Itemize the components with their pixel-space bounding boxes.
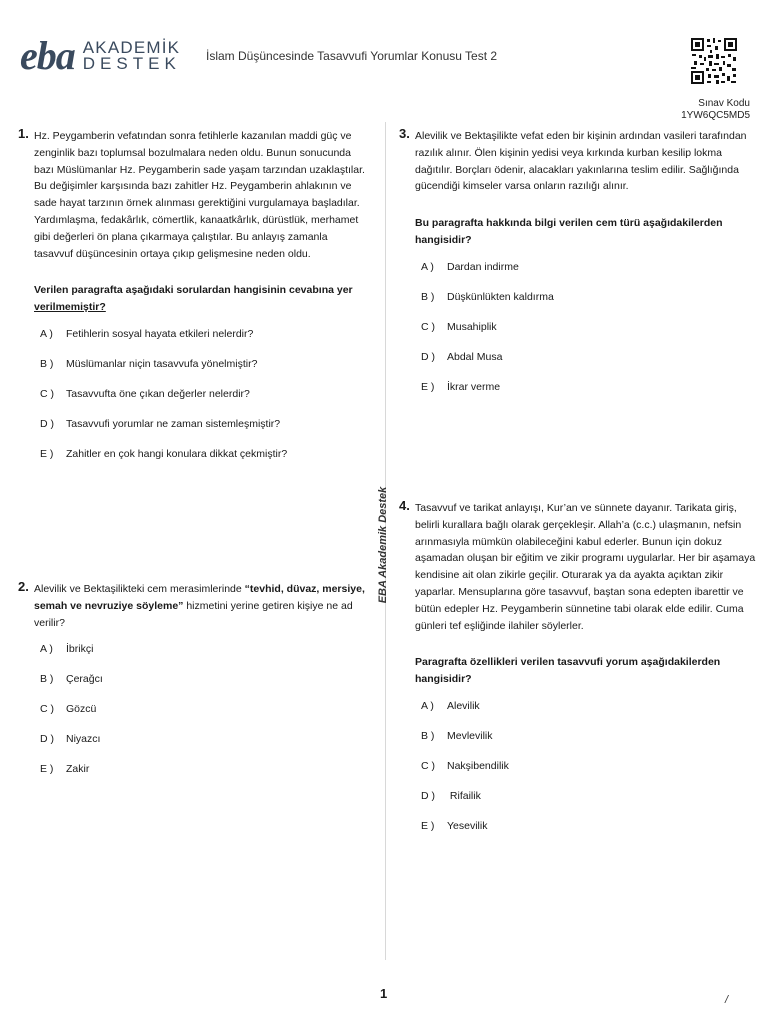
option-text: İbrikçi <box>66 643 94 656</box>
exam-code-label: Sınav Kodu <box>698 98 750 109</box>
option-b[interactable] <box>421 289 757 319</box>
option-text: Nakşibendilik <box>447 759 509 772</box>
option-text: Niyazcı <box>66 733 101 746</box>
option-c[interactable] <box>40 701 369 731</box>
exam-code-block <box>681 98 750 122</box>
option-text: Fetihlerin sosyal hayata etkileri nelerdir? <box>66 327 254 340</box>
option-c[interactable] <box>40 386 369 416</box>
answer-options <box>421 259 757 409</box>
question-stem-bold: “tevhid, düvaz, mersiye, semah ve nevruziye söyleme” <box>34 583 365 612</box>
question-prompt-underlined: verilmemiştir? <box>34 301 106 314</box>
question-stem: Tasavvuf ve tarikat anlayışı, Kur’an ve sünnete dayanır. Tarikata giriş, belirli kurallara bağlı olarak gerçekleşir. Allah’a (c.c.) ulaşmanın, nefsin arınmasıyla mümkün olabileceğini kabul ederler. Bunun için dokuz aşamadan oluşan bir eğitim ve zikir programı uygularlar. Her bir aşamaya kendisine ait olan zikirle geçilir. Oturarak ya da ayakta açıktan zikir yaparlar. Mensuplarına göre tasavvuf, baştan sona edepten ibarettir ve bütün edepler Hz. Peygamberin sünnetine tabi olarak elde edilir. Cuma günleri tef eşliğinde ilahiler söylerler. <box>415 502 756 632</box>
option-letter: D ) <box>40 733 54 746</box>
option-a[interactable] <box>40 641 369 671</box>
question-stem-text: Alevilik ve Bektaşilikteki cem merasimlerinde <box>34 583 245 595</box>
option-letter: B ) <box>40 357 54 370</box>
option-text: Müslümanlar niçin tasavvufa yönelmiştir? <box>66 357 258 370</box>
question-stem <box>34 581 369 631</box>
option-e[interactable] <box>40 446 369 476</box>
option-b[interactable] <box>40 671 369 701</box>
option-b[interactable] <box>40 356 369 386</box>
option-d[interactable] <box>421 349 757 379</box>
option-d[interactable] <box>40 416 369 446</box>
option-letter: C ) <box>421 320 435 333</box>
question-stem: Hz. Peygamberin vefatından sonra fetihlerle kazanılan maddi güç ve zenginlik bazı toplumsal bozulmalara neden oldu. Bunun sonucunda bazı Müslümanlar Hz. Peygamberin sade yaşam tarzından uzaklaştılar. Bu değişimler karşısında bazı zahitler Hz. Peygamberin ahlakının ve sade hayat tarzının örnek alınması gerektiğini vurgulamaya başladılar. Yardımlaşma, fedakârlık, cömertlik, kanaatkârlık, dürüstlük, merhamet gibi değerleri ön plana çıkarmaya çalıştılar. Bu anlayış zamanla tasavvuf düşüncesinin ortaya çıkıp gelişmesine neden oldu. <box>34 130 365 260</box>
test-title: İslam Düşüncesinde Tasavvufi Yorumlar Konusu Test 2 <box>206 49 498 63</box>
question-number: 2. <box>18 579 29 594</box>
option-c[interactable] <box>421 758 757 788</box>
question-number: 4. <box>399 498 410 513</box>
option-d[interactable] <box>421 788 757 818</box>
qr-code-icon <box>690 37 738 85</box>
option-letter: B ) <box>421 290 435 303</box>
option-letter: E ) <box>421 819 435 832</box>
option-text: Rifailik <box>447 789 481 802</box>
option-a[interactable] <box>421 259 757 289</box>
option-text: Tasavvufi yorumlar ne zaman sistemleşmiştir? <box>66 417 281 430</box>
watermark-text: EBA Akademik Destek <box>377 486 389 604</box>
answer-options <box>40 326 369 476</box>
option-text: Yesevilik <box>447 819 488 832</box>
logo-wordmark <box>83 40 181 72</box>
question-prompt <box>34 282 369 316</box>
question-stem: Alevilik ve Bektaşilikte vefat eden bir kişinin ardından vasileri tarafından razılık alınır. Ölen kişinin yedisi veya kırkında kurban kesilip lokma dağıtılır. Borçları ödenir, alacakları yakınlarına teslim edilir. Sağlığında gücendiği kimseler varsa onların razılığı alınır. <box>415 130 747 193</box>
option-b[interactable] <box>421 728 757 758</box>
option-letter: A ) <box>40 327 53 340</box>
option-letter: C ) <box>40 387 54 400</box>
question-2 <box>18 579 369 791</box>
page-header <box>0 0 768 121</box>
question-number: 1. <box>18 126 29 141</box>
option-c[interactable] <box>421 319 757 349</box>
option-text: Düşkünlükten kaldırma <box>447 290 554 303</box>
option-text: Zakir <box>66 763 90 776</box>
option-letter: A ) <box>421 699 434 712</box>
option-a[interactable] <box>421 698 757 728</box>
option-letter: E ) <box>40 447 54 460</box>
option-text: Abdal Musa <box>447 350 503 363</box>
question-prompt: Bu paragrafta hakkında bilgi verilen cem türü aşağıdakilerden hangisidir? <box>415 217 723 246</box>
question-prompt-text: Verilen paragrafta aşağıdaki sorulardan hangisinin cevabına yer <box>34 284 353 297</box>
logo-line-destek: DESTEK <box>82 54 181 73</box>
option-letter: D ) <box>40 417 54 430</box>
option-letter: D ) <box>421 789 435 802</box>
question-stem-text-end: hizmetini yerine getiren kişiye ne ad verilir? <box>34 599 353 629</box>
footer-mark: / <box>725 994 729 1006</box>
answer-options <box>421 698 757 848</box>
option-text: Mevlevilik <box>447 729 493 742</box>
exam-code-value: 1YW6QC5MD5 <box>681 110 750 121</box>
logo-eba-mark: eba <box>20 33 75 78</box>
question-number: 3. <box>399 126 410 141</box>
option-text: İkrar verme <box>447 380 501 393</box>
option-text: Tasavvufta öne çıkan değerler nelerdir? <box>66 387 250 400</box>
option-text: Alevilik <box>447 699 480 712</box>
option-text: Zahitler en çok hangi konulara dikkat çekmiştir? <box>66 447 288 460</box>
logo-line-akademik: AKADEMİK <box>82 38 181 57</box>
option-text: Gözcü <box>66 703 97 716</box>
option-letter: A ) <box>40 643 53 656</box>
option-text: Çerağcı <box>66 673 103 686</box>
option-e[interactable] <box>421 818 757 848</box>
option-letter: C ) <box>421 759 435 772</box>
question-1 <box>18 126 369 476</box>
eba-logo <box>20 33 181 78</box>
question-3 <box>399 126 757 409</box>
option-text: Musahiplik <box>447 320 497 333</box>
option-letter: B ) <box>421 729 435 742</box>
question-4 <box>399 498 757 848</box>
option-d[interactable] <box>40 731 369 761</box>
option-letter: C ) <box>40 703 54 716</box>
option-a[interactable] <box>40 326 369 356</box>
question-prompt: Paragrafta özellikleri verilen tasavvufi yorum aşağıdakilerden hangisidir? <box>415 656 721 686</box>
option-e[interactable] <box>40 761 369 791</box>
option-letter: E ) <box>421 380 435 393</box>
answer-options <box>40 641 369 791</box>
option-letter: D ) <box>421 350 435 363</box>
option-letter: B ) <box>40 673 54 686</box>
option-letter: E ) <box>40 763 54 776</box>
option-text: Dardan indirme <box>447 260 519 273</box>
option-letter: A ) <box>421 260 434 273</box>
page-number: 1 <box>380 986 388 1001</box>
option-e[interactable] <box>421 379 757 409</box>
